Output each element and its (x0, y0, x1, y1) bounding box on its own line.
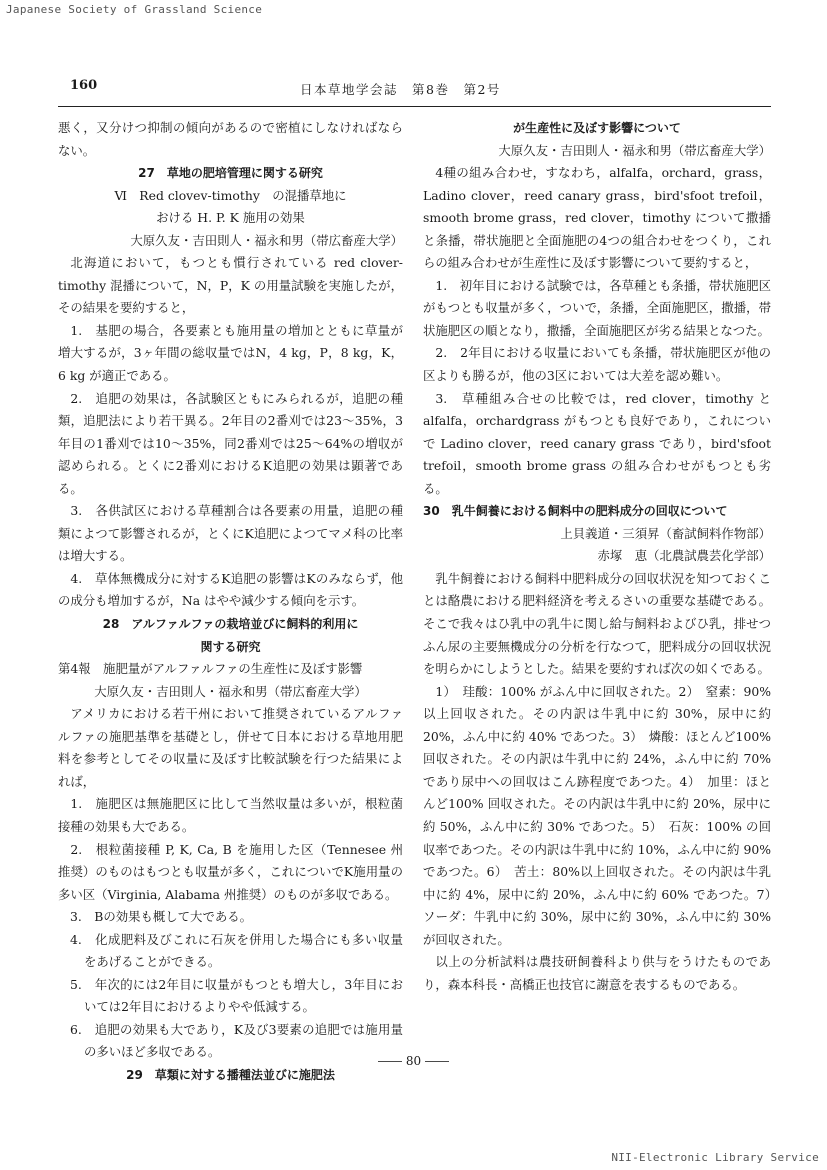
right-paragraph: 乳牛飼養における飼料中肥料成分の回収状況を知つておくことは酪農における肥料経済を考えるさいの重要な基礎である。そこで我々はひ乳中の乳牛に関し給与飼料およびひ乳，排せつふん尿の主要無機成分の分析を行なつて，肥料成分の回収状況を明らかにしようとした。結果を要約すれば次の如くである。 (423, 570, 771, 677)
left-paragraph: 4. 草体無機成分に対するK追肥の影響はKのみならず，他の成分も増加するが，Na はやや減少する傾向を示す。 (58, 570, 403, 609)
page-number: 160 (70, 78, 98, 93)
left-paragraph: 4. 化成肥料及びこれに石灰を併用した場合にも多い収量をあげることができる。 (70, 931, 403, 970)
left-subtitle: 大原久友・吉田則人・福永和男（帯広畜産大学） (94, 683, 367, 699)
left-paragraph: アメリカにおける若干州において推奨されているアルファルファの施肥基準を基礎とし，併せて日本における草地用肥料を参考としてその収量に及ぼす比較試験を行つた結果によれば， (58, 706, 403, 789)
left-heading: 29 草類に対する播種法並びに施肥法 (126, 1067, 335, 1082)
left-paragraph: 3. 各供試区における草種割合は各要素の用量，追肥の種類によつて影響されるが，とくにK追肥によつてマメ科の比率は増大する。 (58, 503, 403, 564)
left-paragraph: 1. 施肥区は無施肥区に比して当然収量は多いが，根粒菌接種の効果も大である。 (58, 796, 403, 834)
right-paragraph: 1. 初年目における試験では，各草種とも条播，帯状施肥区がもつとも収量が多く，ついで，条播，全面施肥区，撒播，帯状施肥区の順となり，撒播，全面施肥区が劣る結果となつた。 (423, 277, 771, 338)
right-paragraph: 3. 草種組み合せの比較では，red clover，timothy と alfalfa，orchardgrass がもつとも良好であり，これについで Ladino clover，reed canary grass であり，bird'sfoot trefoil，smooth brome grass の組み合わせがもつとも劣る。 (423, 390, 771, 496)
right-column (423, 117, 784, 996)
right-paragraph: 以上の分析試料は農技研飼養科より供与をうけたものであり，森本科長・高橋正也技官に謝意を表するものである。 (423, 954, 771, 992)
right-paragraph: 4種の組み合わせ，すなわち，alfalfa，orchard，grass，Ladino clover，reed canary grass，bird'sfoot trefoil，smooth brome grass，red clover，timothy について撒播と条播，帯状施肥と全面施肥の4つの組合わせをつくり，これらの組み合わせが生産性に及ぼす影響について要約すると， (423, 165, 771, 271)
right-heading: 30 乳牛飼養における飼料中の肥料成分の回収について (423, 504, 728, 519)
left-heading: 関する研究 (200, 639, 261, 654)
left-paragraph: 2. 根粒菌接種 P, K, Ca, B を施用した区（Tennesee 州推奨）のものはもつとも収量が多く，これについでK施用量の多い区（Virginia, Alabama 州推奨）のものが多収である。 (58, 841, 403, 902)
folio: ―― 80 ―― (378, 1054, 449, 1068)
left-subtitle: おける H. P. K 施用の効果 (156, 210, 305, 226)
watermark-top: Japanese Society of Grassland Science (6, 3, 263, 16)
left-paragraph: 2. 追肥の効果は，各試験区ともにみられるが，追肥の種類，追肥法により若干異る。2年目の2番刈では23～35%，3年目の1番刈では10～35%，同2番刈では25～64%の増収が認められる。とくに2番刈におけるK追肥の効果は顕著である。 (58, 390, 403, 496)
right-paragraph: 1） 珪酸：100% がふん中に回収された。2） 窒素：90%以上回収された。その内訳は牛乳中に約 30%，尿中に約 20%，ふん中に約 40% であつた。3） 燐酸：ほとんど100%回収された。その内訳は牛乳中に約 24%，ふん中に約 70% であり尿中への回収はこん跡程度であつた。4） 加里：ほとんど100% 回収された。その内訳は牛乳中に約 20%，尿中に約 50%，ふん中に約 30% であつた。5） 石灰：100% の回収率であつた。その内訳は牛乳中に約 10%，ふん中に約 90% であつた。6） 苦土：80%以上回収された。その内訳は牛乳中に約 4%，尿中に約 20%，ふん中に約 60% であつた。7） ソーダ：牛乳中に約 30%，尿中に約 30%，ふん中に約 30% が回収された。 (423, 683, 784, 947)
left-paragraph: 第4報 施肥量がアルファルファの生産性に及ぼす影響 (58, 661, 363, 677)
left-paragraph: 悪く，又分けつ抑制の傾向があるので密植にしなければならない。 (58, 120, 403, 158)
left-heading: 27 草地の肥培管理に関する研究 (138, 166, 323, 181)
left-paragraph: 6. 追肥の効果も大であり，K及び3要素の追肥では施用量の多いほど多収である。 (70, 1021, 403, 1060)
left-column (58, 117, 403, 1087)
left-paragraph: 3. Bの効果も概して大である。 (70, 909, 253, 925)
journal-title: 日本草地学会誌 第8巻 第2号 (300, 82, 501, 97)
right-authors: 上貝義道・三須昇（畜試飼料作物部） (560, 525, 771, 541)
right-heading: が生産性に及ぼす影響について (513, 121, 681, 135)
left-authors: 大原久友・吉田則人・福永和男（帯広畜産大学） (130, 232, 403, 248)
watermark-bottom: NII-Electronic Library Service (611, 1151, 819, 1164)
left-paragraph: 1. 基肥の場合，各要素とも施用量の増加とともに草量が増大するが，3ヶ年間の総収量ではN，4 kg，P，8 kg，K，6 kg が適正である。 (58, 322, 403, 384)
left-subtitle: Ⅵ Red clovev-timothy の混播草地に (114, 187, 347, 203)
right-authors: 赤塚 恵（北農試農芸化学部） (597, 548, 771, 564)
right-authors: 大原久友・吉田則人・福永和男（帯広畜産大学） (498, 142, 771, 158)
right-paragraph: 2. 2年目における収量においても条播，帯状施肥区が他の区よりも勝るが，他の3区においては大差を認め難い。 (423, 345, 771, 384)
left-paragraph: 北海道において，もつとも慣行されている red clover-timothy 混播について，N，P，K の用量試験を実施したが，その結果を要約すると， (58, 255, 403, 316)
header-rule (58, 106, 771, 107)
left-paragraph: 5. 年次的には2年目に収量がもつとも増大し，3年目においては2年目におけるよりやや低減する。 (70, 976, 403, 1015)
left-heading: 28 アルファルファの栽培並びに飼料的利用に (102, 617, 359, 632)
